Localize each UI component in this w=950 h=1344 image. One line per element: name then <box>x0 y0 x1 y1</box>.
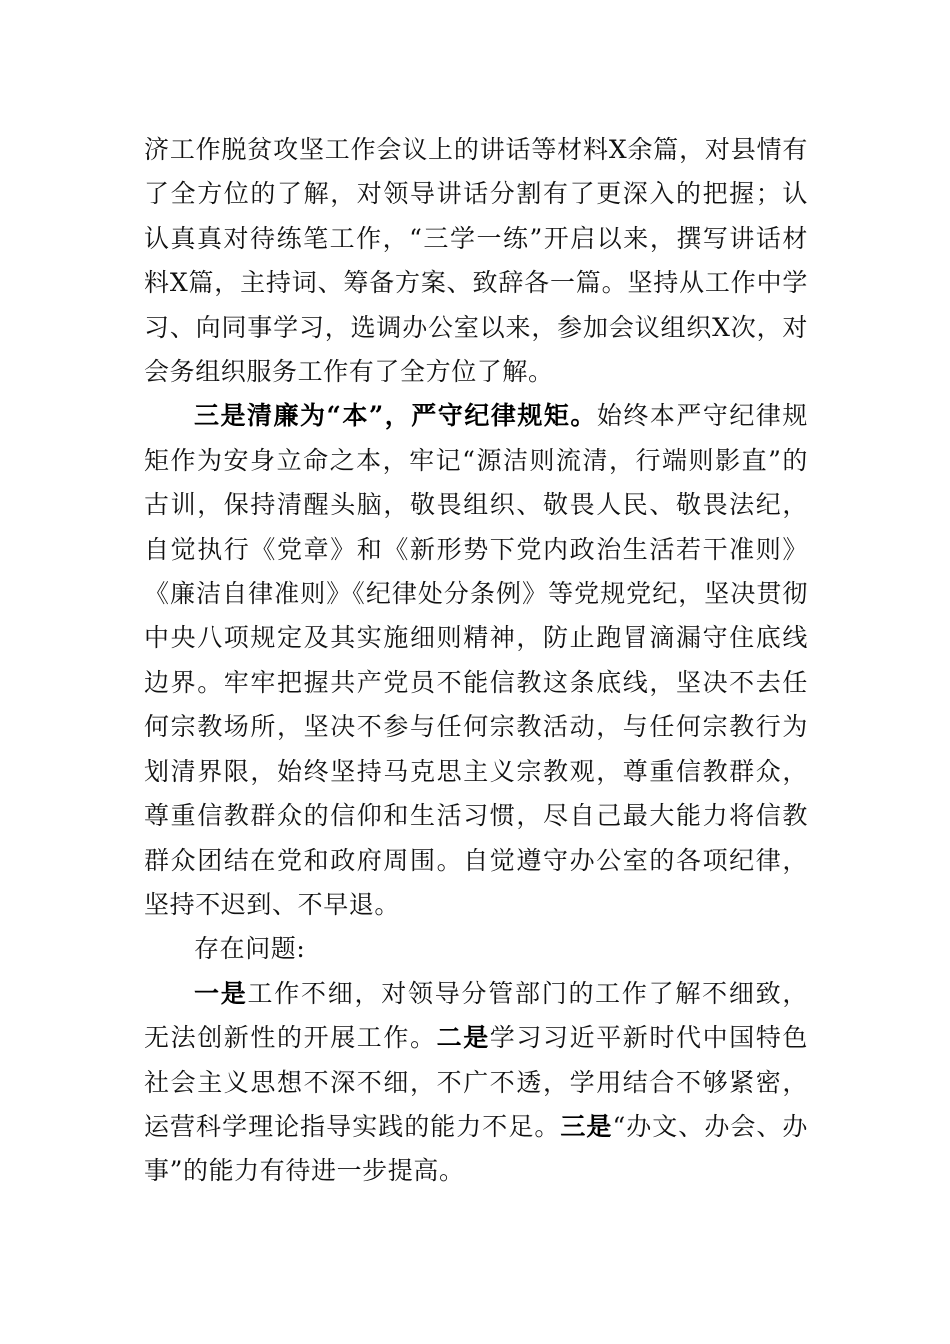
paragraph-integrity-body: 始终本严守纪律规矩作为安身立命之本，牢记“源洁则流清，行端则影直”的古训，保持清醒头脑，敬畏组织、敬畏人民、敬畏法纪，自觉执行《党章》和《新形势下党内政治生活若干准则》《廉洁自律准则》《纪律处分条例》等党规党纪，坚决贯彻中央八项规定及其实施细则精神，防止跑冒滴漏守住底线边界。牢牢把握共产党员不能信教这条底线，坚决不去任何宗教场所，坚决不参与任何宗教活动，与任何宗教行为划清界限，始终坚持马克思主义宗教观，尊重信教群众，尊重信教群众的信仰和生活习惯，尽自己最大能力将信教群众团结在党和政府周围。自觉遵守办公室的各项纪律，坚持不迟到、不早退。 <box>144 401 808 919</box>
issue-2-text: 学习习近平新时代中国特色社会主义思想不深不细，不广不透，学用结合不够紧密，运营科学理论指导实践的能力不足。 <box>144 1023 808 1141</box>
paragraph-integrity-heading: 三是清廉为“本”，严守纪律规矩。 <box>194 401 597 431</box>
paragraph-integrity <box>144 394 808 927</box>
issue-3-text: “办文、办会、办事”的能力有待进一步提高。 <box>144 1111 809 1186</box>
document-body <box>144 128 808 1194</box>
issue-1-label: 一是 <box>194 978 248 1008</box>
issue-3-label: 三是 <box>560 1111 613 1141</box>
paragraph-issues <box>144 972 808 1194</box>
issues-heading: 存在问题: <box>194 934 306 964</box>
issue-1-text: 工作不细，对领导分管部门的工作了解不细致，无法创新性的开展工作。 <box>144 978 808 1053</box>
issue-2-label: 二是 <box>436 1023 490 1053</box>
paragraph-learning-continued: 济工作脱贫攻坚工作会议上的讲话等材料X余篇，对县情有了全方位的了解，对领导讲话分割有了更深入的把握；认认真真对待练笔工作，“三学一练”开启以来，撰写讲话材料X篇，主持词、筹备方案、致辞各一篇。坚持从工作中学习、向同事学习，选调办公室以来，参加会议组织X次，对会务组织服务工作有了全方位了解。 <box>144 135 808 387</box>
